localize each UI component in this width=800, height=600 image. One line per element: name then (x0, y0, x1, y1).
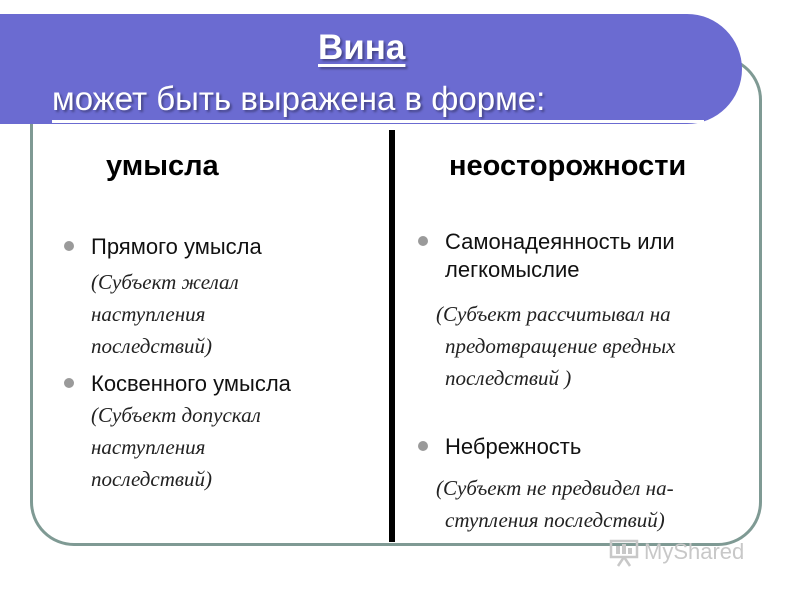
note-line: (Субъект рассчитывал на (436, 302, 671, 326)
bullet-icon (418, 236, 428, 246)
note-line: последствий ) (445, 366, 572, 390)
label-line: Небрежность (445, 434, 582, 459)
item-direct-intent-note (91, 266, 239, 362)
watermark-text: MyShared (644, 539, 745, 564)
item-direct-intent-label: Прямого умысла (91, 234, 262, 259)
label-line: Самонадеянность или (445, 229, 675, 254)
left-column-heading: умысла (106, 150, 219, 182)
item-negligence-label (445, 433, 581, 461)
column-divider (389, 130, 395, 542)
item-presumption-label (445, 228, 675, 284)
note-line: (Субъект не предвидел на- (436, 476, 674, 500)
slide-title: Вина (318, 28, 406, 67)
slide-subtitle: может быть выражена в форме: (52, 80, 546, 117)
note-line: ступления последствий) (445, 508, 665, 532)
label-line: легкомыслие (445, 257, 580, 282)
note-line: последствий) (91, 334, 213, 358)
note-line: наступления (91, 302, 206, 326)
header-banner (0, 14, 742, 124)
note-line: предотвращение вредных (445, 334, 676, 358)
watermark (608, 537, 744, 567)
bullet-icon (64, 241, 74, 251)
note-line: последствий) (91, 467, 213, 491)
presentation-board-icon (608, 537, 640, 567)
bullet-icon (418, 441, 428, 451)
subtitle-underline (52, 120, 704, 123)
item-presumption-note (436, 298, 675, 394)
item-indirect-intent-label: Косвенного умысла (91, 371, 291, 396)
right-column-heading: неосторожности (449, 150, 687, 182)
note-line: (Субъект желал (91, 270, 239, 294)
note-line: (Субъект допускал (91, 403, 261, 427)
note-line: наступления (91, 435, 206, 459)
bullet-icon (64, 378, 74, 388)
item-negligence-note (436, 472, 674, 536)
item-indirect-intent-note (91, 399, 261, 495)
